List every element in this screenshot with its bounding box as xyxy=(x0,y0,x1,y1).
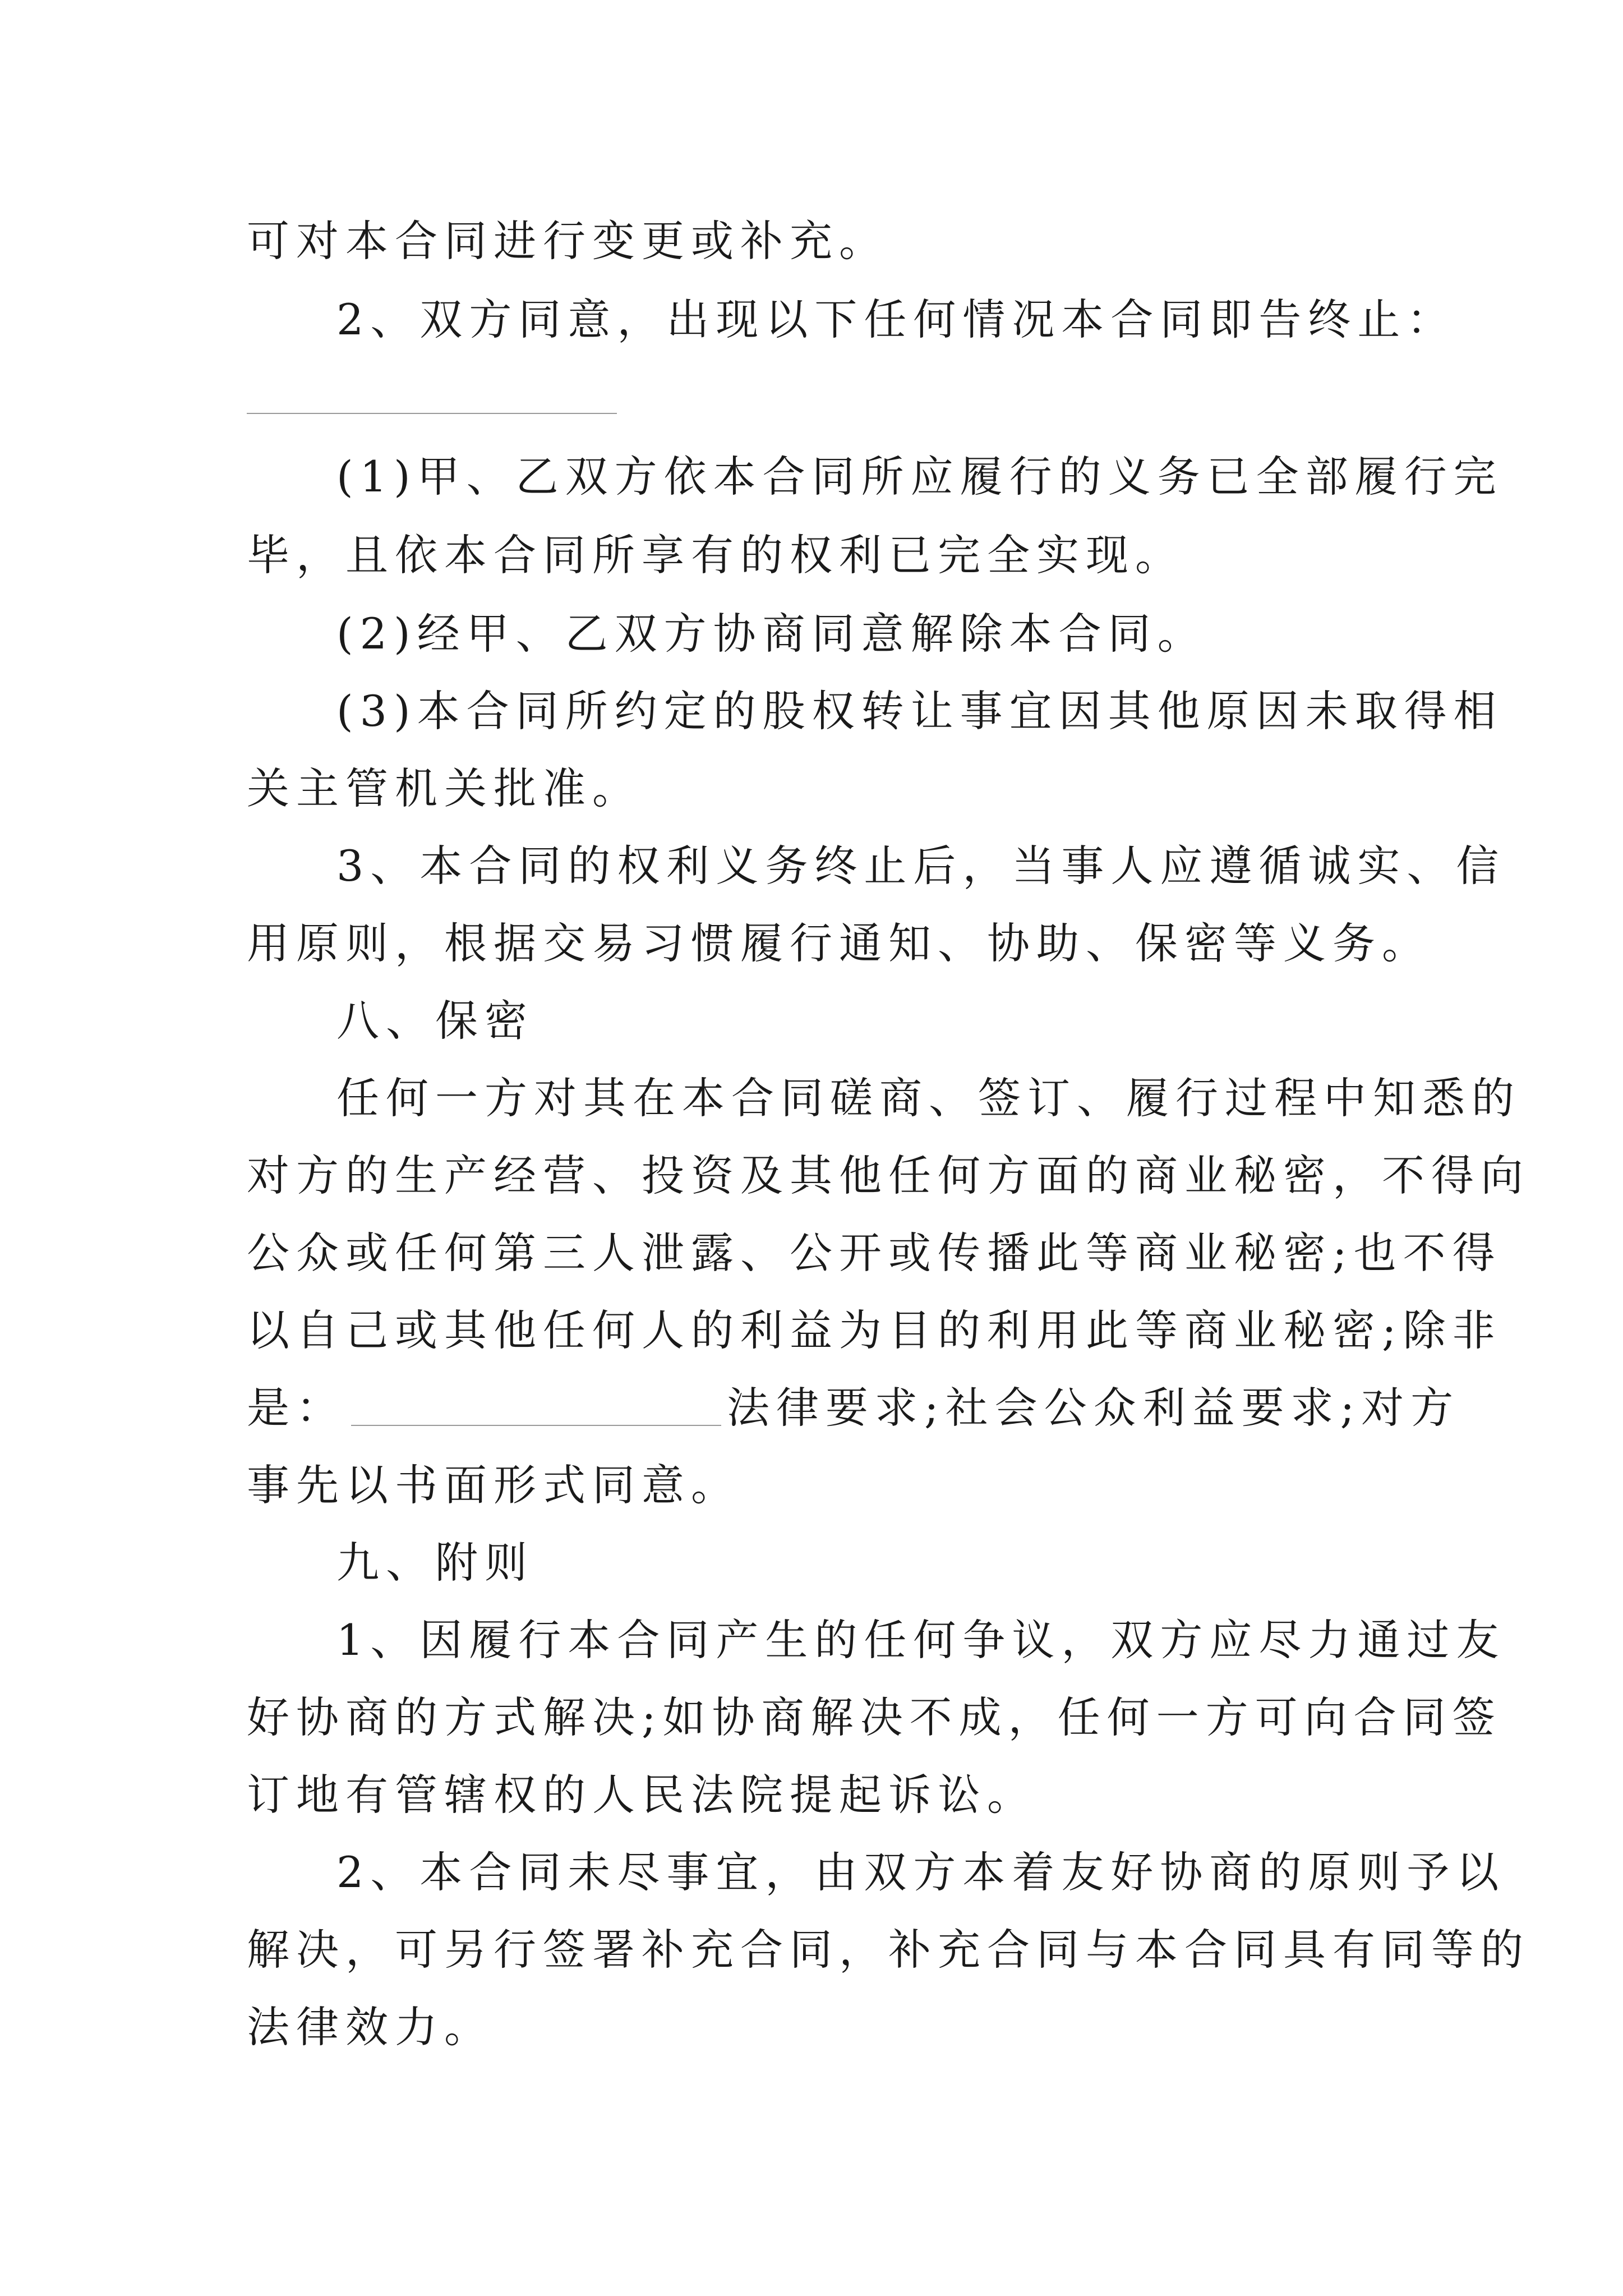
text-line: 毕，且依本合同所享有的权利已完全实现。 xyxy=(247,530,1184,580)
text-fragment: 是： xyxy=(247,1383,345,1433)
text-line: 好协商的方式解决;如协商解决不成，任何一方可向合同签 xyxy=(247,1692,1502,1742)
text-line: 对方的生产经营、投资及其他任何方面的商业秘密，不得向 xyxy=(247,1151,1530,1200)
clause-7-2-2: (2)经甲、乙双方协商同意解除本合同。 xyxy=(336,609,1207,659)
text-line: 可对本合同进行变更或补充。 xyxy=(247,216,888,266)
text-fragment: 法律要求;社会公众利益要求;对方 xyxy=(727,1383,1460,1433)
text-line: 解决，可另行签署补充合同，补充合同与本合同具有同等的 xyxy=(247,1925,1530,1975)
clause-7-2-1: (1)甲、乙双方依本合同所应履行的义务已全部履行完 xyxy=(336,452,1503,501)
text-line: 公众或任何第三人泄露、公开或传播此等商业秘密;也不得 xyxy=(247,1228,1502,1278)
text-line: 以自己或其他任何人的利益为目的利用此等商业秘密;除非 xyxy=(247,1305,1502,1355)
text-line-with-blank xyxy=(247,1380,1460,1436)
confidentiality-text: 任何一方对其在本合同磋商、签订、履行过程中知悉的 xyxy=(336,1073,1521,1123)
text-line: 用原则，根据交易习惯履行通知、协助、保密等义务。 xyxy=(247,918,1431,968)
section-heading-appendix: 九、附则 xyxy=(336,1538,534,1588)
clause-9-2: 2、本合同未尽事宜，由双方本着友好协商的原则予以 xyxy=(336,1847,1506,1897)
fill-in-blank xyxy=(351,1391,721,1426)
clause-9-1: 1、因履行本合同产生的任何争议，双方应尽力通过友 xyxy=(336,1615,1506,1665)
section-heading-confidentiality: 八、保密 xyxy=(336,996,534,1046)
clause-7-3: 3、本合同的权利义务终止后，当事人应遵循诚实、信 xyxy=(336,841,1506,891)
text-line: 订地有管辖权的人民法院提起诉讼。 xyxy=(247,1770,1036,1820)
text-line: 事先以书面形式同意。 xyxy=(247,1460,740,1510)
divider-line xyxy=(247,413,617,414)
clause-7-2: 2、双方同意，出现以下任何情况本合同即告终止： xyxy=(336,295,1456,344)
clause-7-2-3: (3)本合同所约定的股权转让事宜因其他原因未取得相 xyxy=(336,686,1503,736)
text-line: 法律效力。 xyxy=(247,2002,494,2052)
text-line: 关主管机关批准。 xyxy=(247,763,642,813)
